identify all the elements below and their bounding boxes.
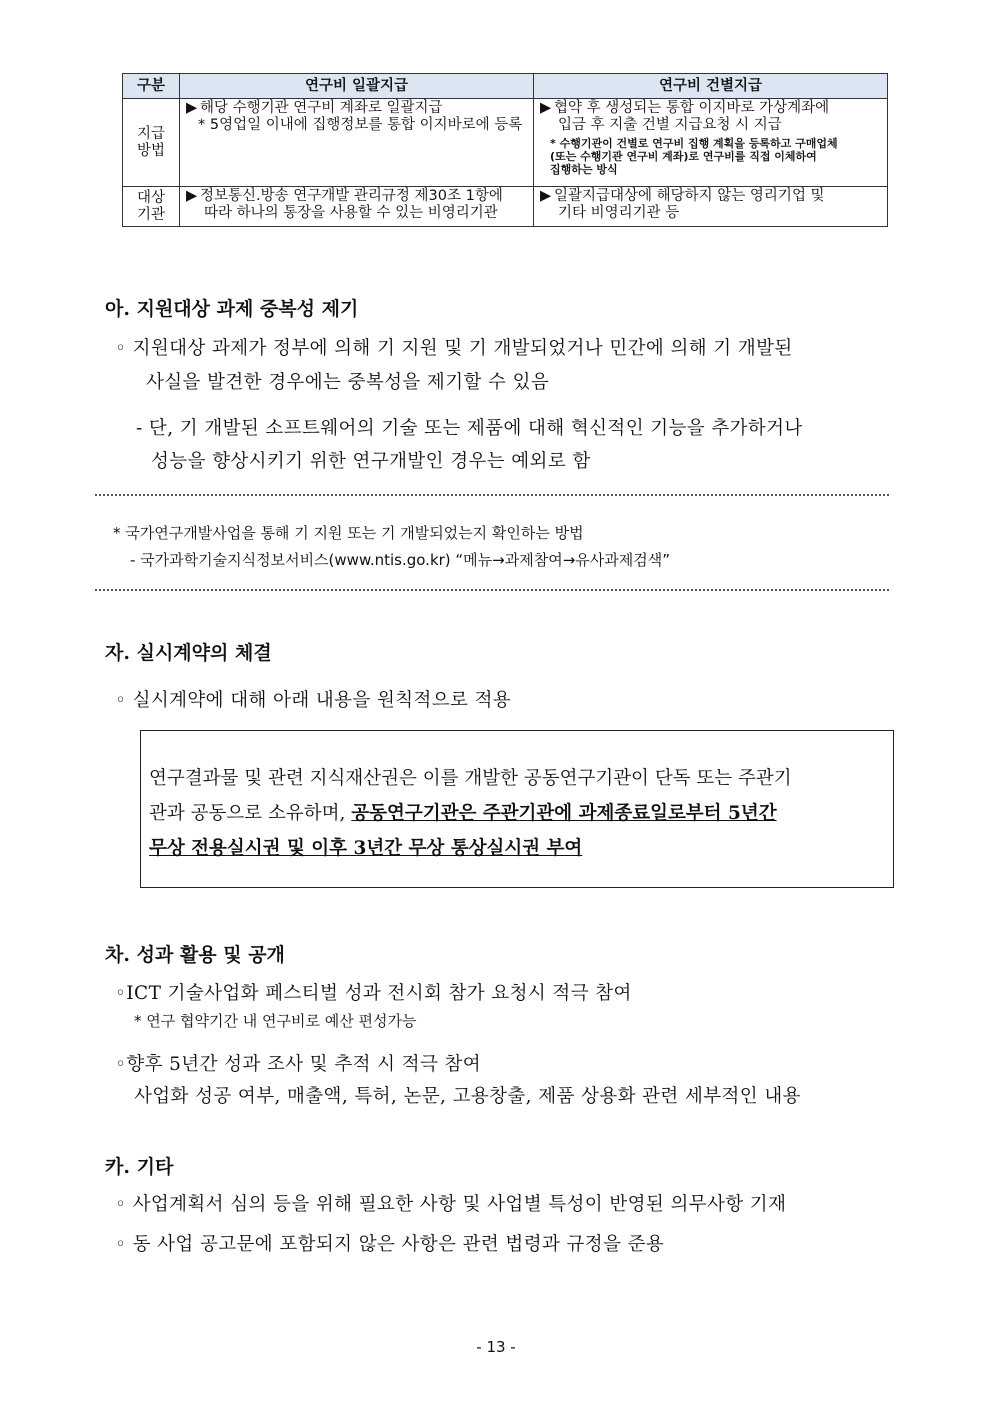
cell-note: 집행하는 방식 (550, 163, 618, 176)
triangle-bullet-icon: ▶ (540, 100, 552, 116)
table-row (123, 187, 888, 227)
cell-text: 협약 후 생성되는 통합 이지바로 가상계좌에 (554, 100, 830, 116)
section-title-results: 차. 성과 활용 및 공개 (105, 944, 285, 966)
section-title-other: 카. 기타 (105, 1156, 174, 1178)
cell-note: (또는 수행기관 연구비 계좌)로 연구비를 직접 이체하여 (550, 150, 817, 163)
header-category: 구분 (123, 74, 180, 99)
cell-text: 정보통신.방송 연구개발 관리규정 제30조 1항에 (200, 188, 503, 204)
cell-text: 기타 비영리기관 등 (558, 205, 680, 221)
triangle-bullet-icon: ▶ (186, 188, 198, 204)
ntis-note-link: - 국가과학기술지식정보서비스(www.ntis.go.kr) “메뉴→과제참여→유사과제검색” (130, 551, 670, 569)
fund-payment-table (122, 73, 888, 227)
contract-emphasis-text: 무상 전용실시권 및 이후 3년간 무상 통상실시권 부여 (149, 838, 583, 859)
cell-lump-target (180, 187, 534, 227)
dotted-divider (95, 589, 889, 591)
header-per-item: 연구비 건별지급 (534, 74, 888, 99)
contract-line (149, 834, 887, 860)
table-header-row (123, 74, 888, 99)
category-line: 방법 (136, 142, 165, 159)
section-b-bullet: ◦ 실시계약에 대해 아래 내용을 원칙적으로 적용 (115, 690, 512, 711)
ntis-note: * 국가연구개발사업을 통해 기 지원 또는 기 개발되었는지 확인하는 방법 (113, 524, 584, 542)
cell-item-target (534, 187, 888, 227)
section-c-note: * 연구 협약기간 내 연구비로 예산 편성가능 (134, 1012, 417, 1030)
page-number: - 13 - (476, 1338, 516, 1356)
contract-plain-text: 관과 공동으로 소유하며, (149, 803, 346, 824)
category-line: 지급 (136, 125, 165, 142)
cell-note: * 수행기관이 건별로 연구비 집행 계획을 등록하고 구매업체 (550, 137, 838, 150)
section-c-bullet: ◦ICT 기술사업화 페스티벌 성과 전시회 참가 요청시 적극 참여 (115, 983, 632, 1004)
contract-emphasis-text: 공동연구기관은 주관기관에 과제종료일로부터 5년간 (351, 803, 777, 824)
category-line: 기관 (136, 206, 165, 223)
section-a-dash-line: - 단, 기 개발된 소프트웨어의 기술 또는 제품에 대해 혁신적인 기능을 추가하거나 (136, 418, 803, 439)
contract-line (149, 799, 887, 825)
section-c-detail: 사업화 성공 여부, 매출액, 특허, 논문, 고용창출, 제품 상용화 관련 세부적인 내용 (134, 1086, 801, 1107)
cell-note: * 5영업일 이내에 집행정보를 통합 이지바로에 등록 (198, 117, 523, 133)
section-a-dash-line: 성능을 향상시키기 위한 연구개발인 경우는 예외로 함 (151, 451, 591, 472)
cell-lump-payment-method (180, 99, 534, 187)
cell-text: 입금 후 지출 건별 지급요청 시 지급 (558, 117, 782, 133)
triangle-bullet-icon: ▶ (540, 188, 552, 204)
contract-line: 연구결과물 및 관련 지식재산권은 이를 개발한 공동연구기관이 단독 또는 주관기 (149, 768, 792, 789)
section-c-bullet: ◦향후 5년간 성과 조사 및 추적 시 적극 참여 (115, 1054, 482, 1075)
section-d-bullet: ◦ 사업계획서 심의 등을 위해 필요한 사항 및 사업별 특성이 반영된 의무사항 기재 (115, 1194, 787, 1215)
section-title-duplication: 아. 지원대상 과제 중복성 제기 (105, 298, 359, 320)
section-a-bullet-line: ◦ 지원대상 과제가 정부에 의해 기 지원 및 기 개발되었거나 민간에 의해 기 개발된 (115, 338, 793, 359)
section-d-bullet: ◦ 동 사업 공고문에 포함되지 않은 사항은 관련 법령과 규정을 준용 (115, 1234, 665, 1255)
row-category-payment (123, 99, 180, 187)
section-title-contract: 자. 실시계약의 체결 (105, 642, 272, 664)
dotted-divider (95, 494, 889, 496)
header-lump-sum: 연구비 일괄지급 (180, 74, 534, 99)
cell-item-payment-method (534, 99, 888, 187)
contract-terms-box (140, 730, 894, 888)
cell-text: 따라 하나의 통장을 사용할 수 있는 비영리기관 (204, 205, 498, 221)
row-category-target (123, 187, 180, 227)
section-a-bullet-line: 사실을 발견한 경우에는 중복성을 제기할 수 있음 (146, 372, 550, 393)
cell-text: 해당 수행기관 연구비 계좌로 일괄지급 (200, 100, 443, 116)
category-line: 대상 (136, 189, 165, 206)
table-row (123, 99, 888, 187)
triangle-bullet-icon: ▶ (186, 100, 198, 116)
cell-text: 일괄지급대상에 해당하지 않는 영리기업 및 (554, 188, 825, 204)
